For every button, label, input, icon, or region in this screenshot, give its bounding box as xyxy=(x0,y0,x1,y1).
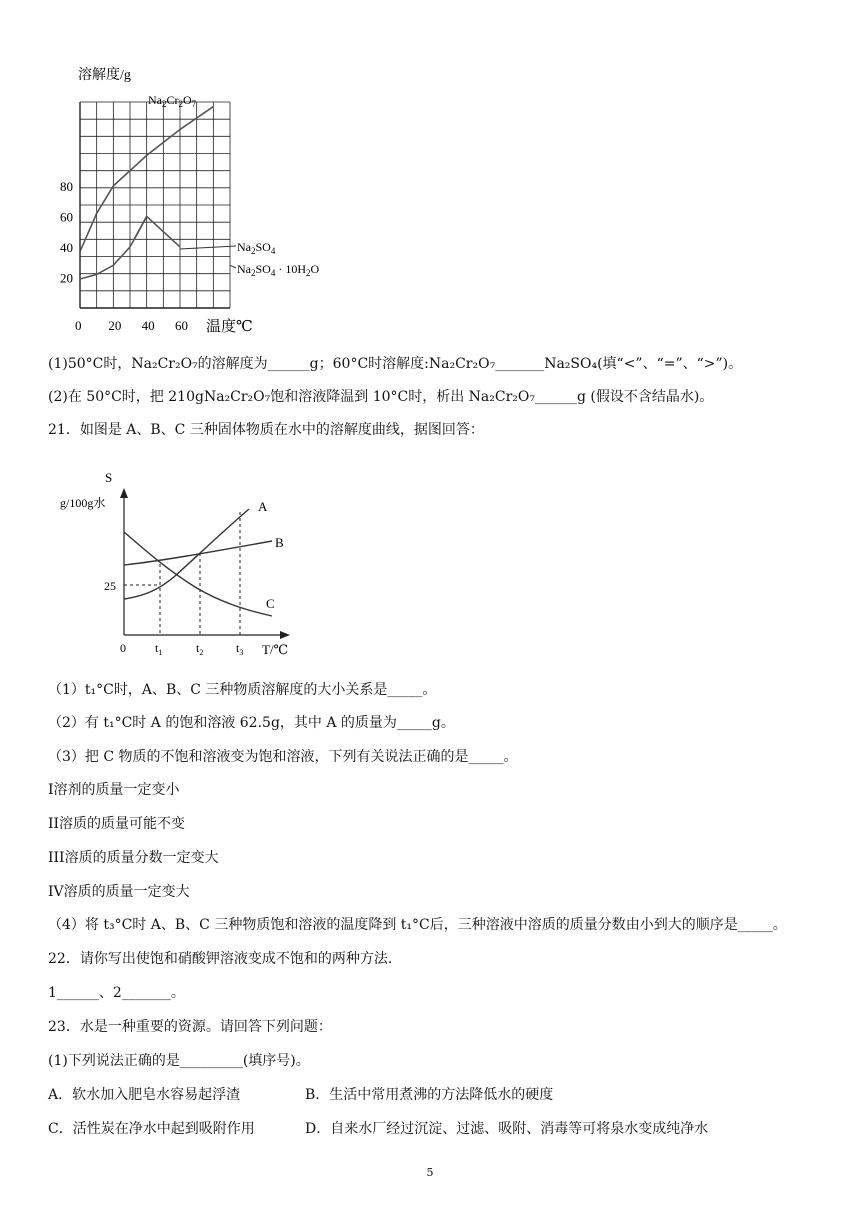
option-i: I溶剂的质量一定变小 xyxy=(48,782,180,798)
option-iii: III溶质的质量分数一定变大 xyxy=(48,850,219,866)
question-21-part-1: （1）t₁°C时，A、B、C 三种物质溶解度的大小关系是_____。 xyxy=(48,682,437,698)
chart2-x-tick-t1: $t_1$ xyxy=(155,641,163,657)
chart2-y-axis-label-s: S xyxy=(105,470,113,485)
question-22-stem: 22．请你写出使饱和硝酸钾溶液变成不饱和的两种方法. xyxy=(48,951,393,967)
series-label-na2so4-decahydrate: $Na_2SO_4 \cdot 10H_2O$ xyxy=(237,262,320,278)
question-23-option-b: B．生活中常用煮沸的方法降低水的硬度 xyxy=(305,1087,554,1103)
solubility-chart-abc xyxy=(50,462,310,662)
question-23-option-d: D．自来水厂经过沉淀、过滤、吸附、消毒等可将泉水变成纯净水 xyxy=(305,1121,709,1137)
curve-label-a: A xyxy=(258,499,268,514)
chart2-y-axis-unit: g/100g水 xyxy=(60,496,106,510)
chart2-x-axis-arrow xyxy=(280,631,290,639)
curve-label-b: B xyxy=(275,535,284,550)
chart2-x-tick-t3: $t_3$ xyxy=(236,641,244,657)
chart2-x-axis-label: T/℃ xyxy=(262,642,289,657)
chart1-series-line xyxy=(135,216,180,247)
question-20-part-1: (1)50°C时，Na₂Cr₂O₇的溶解度为______g；60°C时溶解度:Na₂Cr₂O₇_______Na₂SO₄(填“<”、“=”、“>”)。 xyxy=(48,356,743,372)
question-21-stem: 21．如图是 A、B、C 三种固体物质在水中的溶解度曲线，据图回答： xyxy=(48,422,484,438)
solubility-chart-sodium-salts xyxy=(40,55,370,345)
page-number: 5 xyxy=(426,1166,434,1179)
option-ii: II溶质的质量可能不变 xyxy=(48,816,186,832)
chart2-y-axis-arrow xyxy=(120,488,128,498)
chart2-x-tick-0: 0 xyxy=(120,641,126,655)
chart1-y-tick: 80 xyxy=(60,178,73,194)
curve-label-c: C xyxy=(266,596,275,611)
curve-b xyxy=(124,541,272,565)
question-23-option-a: A．软水加入肥皂水容易起浮渣 xyxy=(48,1087,241,1103)
question-23-option-c: C．活性炭在净水中起到吸附作用 xyxy=(48,1121,255,1137)
question-21-part-2: （2）有 t₁°C时 A 的饱和溶液 62.5g，其中 A 的质量为_____g。 xyxy=(48,715,455,731)
series-label-na2so4: $Na_2SO_4$ xyxy=(237,240,276,256)
chart2-x-tick-t2: $t_2$ xyxy=(196,641,204,657)
chart1-ticks xyxy=(60,179,188,333)
question-22-answer-blanks: 1______、2_______。 xyxy=(48,985,185,1001)
question-20-part-2: (2)在 50°C时，把 210gNa₂Cr₂O₇饱和溶液降温到 10°C时，析出 Na₂Cr₂O₇______g (假设不含结晶水)。 xyxy=(48,389,714,405)
chart1-lines xyxy=(80,107,236,279)
chart2-y-tick-25: 25 xyxy=(104,579,116,593)
question-23-part-1: (1)下列说法正确的是_________(填序号)。 xyxy=(48,1053,310,1069)
question-21-part-4: （4）将 t₃°C时 A、B、C 三种物质饱和溶液的温度降到 t₁°C后，三种溶液中溶质的质量分数由小到大的顺序是_____。 xyxy=(48,917,787,933)
option-iv: IV溶质的质量一定变大 xyxy=(48,884,190,900)
series-label-na2cr2o7: $Na_2Cr_2O_7$ xyxy=(148,93,197,109)
question-21-part-3: （3）把 C 物质的不饱和溶液变为饱和溶液，下列有关说法正确的是_____。 xyxy=(48,749,518,765)
chart1-y-axis-label: 溶解度/g xyxy=(78,68,131,83)
chart1-x-tick: 60 xyxy=(175,318,188,333)
question-23-stem: 23．水是一种重要的资源。请回答下列问题： xyxy=(48,1019,332,1035)
chart1-x-tick: 20 xyxy=(108,318,122,333)
chart1-y-tick: 60 xyxy=(60,209,73,225)
chart1-y-tick: 20 xyxy=(60,270,73,286)
chart1-x-tick: 40 xyxy=(141,318,155,333)
chart1-leader-hydrate xyxy=(230,265,236,268)
chart1-x-axis-label: 温度℃ xyxy=(206,319,253,335)
chart1-y-tick: 40 xyxy=(60,239,73,255)
chart1-x-tick: 0 xyxy=(75,318,82,333)
chart1-leader-na2so4 xyxy=(180,246,236,249)
